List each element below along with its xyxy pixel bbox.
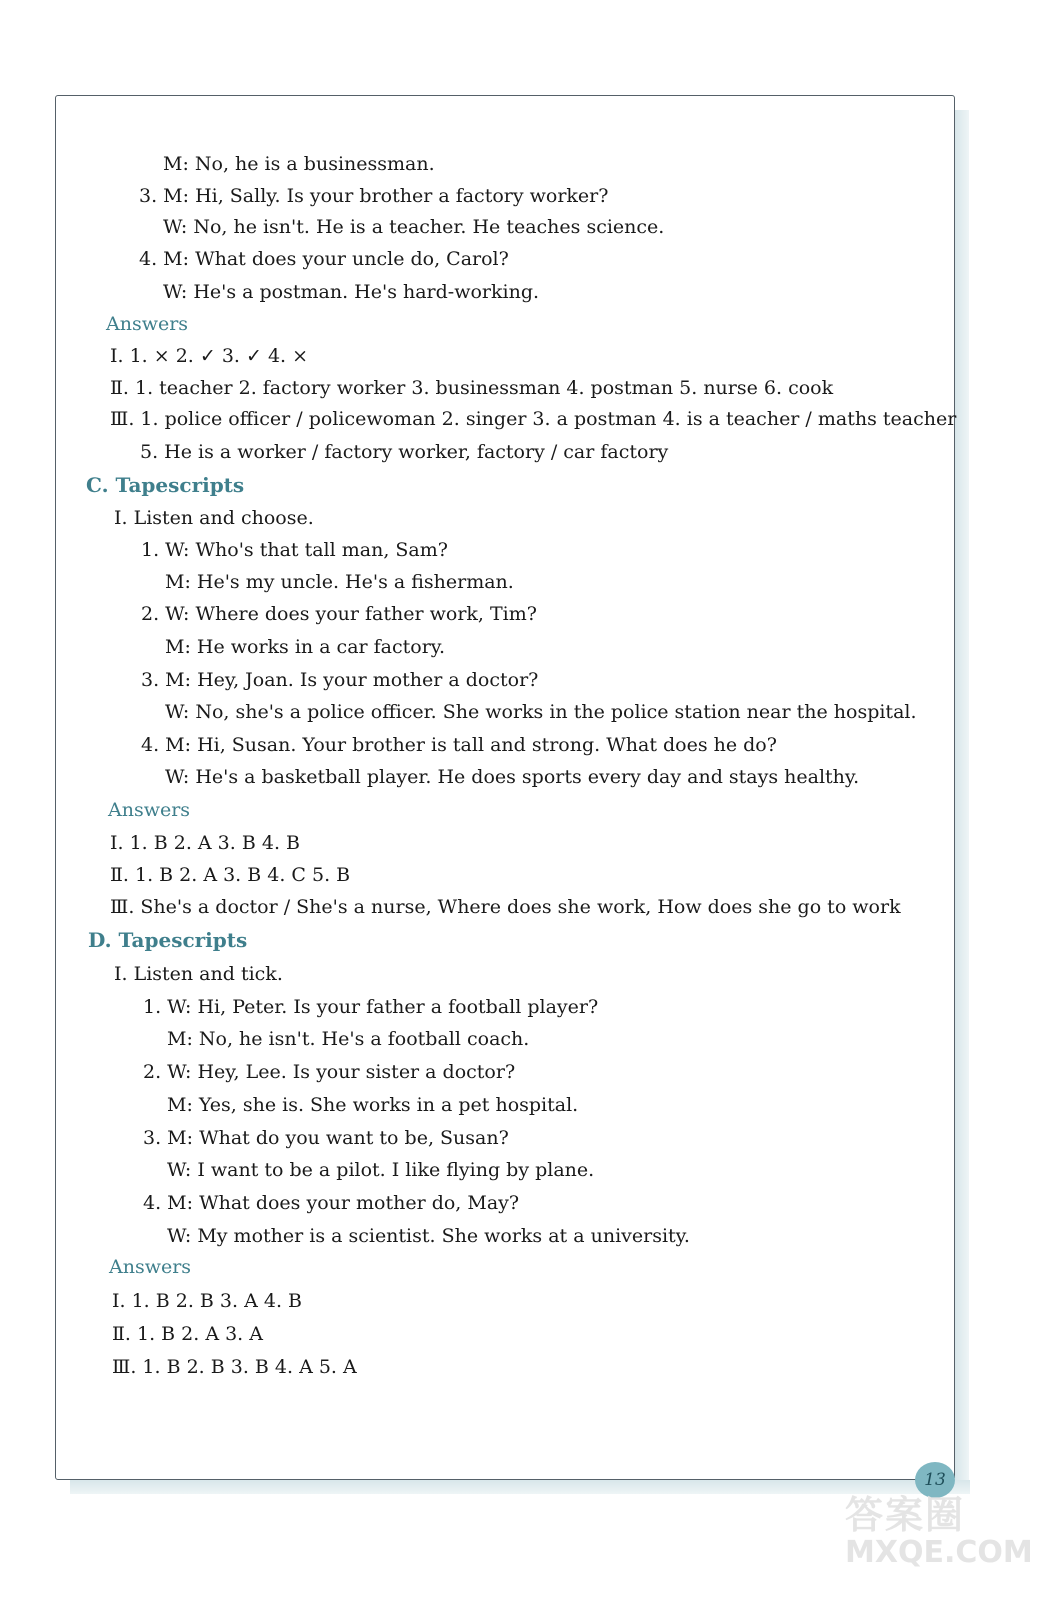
frame-shadow-right <box>955 110 969 1490</box>
answer-line: Ⅲ. 1. B 2. B 3. B 4. A 5. A <box>112 1356 357 1378</box>
answer-line: Ⅰ. 1. B 2. B 3. A 4. B <box>112 1290 302 1312</box>
answer-line: Ⅰ. 1. × 2. ✓ 3. ✓ 4. × <box>110 345 309 367</box>
watermark-logo: 答案圈 <box>845 1493 966 1537</box>
answer-line: Ⅲ. She's a doctor / She's a nurse, Where does she work, How does she go to work <box>110 896 901 918</box>
dialogue-line: M: He's my uncle. He's a fisherman. <box>165 571 514 593</box>
answer-line: Ⅲ. 1. police officer / policewoman 2. singer 3. a postman 4. is a teacher / maths teacher <box>110 408 957 430</box>
answer-line: Ⅰ. 1. B 2. A 3. B 4. B <box>110 832 300 854</box>
dialogue-line: W: My mother is a scientist. She works at a university. <box>167 1225 690 1247</box>
page-number-badge: 13 <box>915 1462 955 1498</box>
answer-line: 5. He is a worker / factory worker, factory / car factory <box>140 441 669 463</box>
dialogue-line: 2. W: Hey, Lee. Is your sister a doctor? <box>143 1061 516 1083</box>
frame-shadow-bottom <box>70 1480 970 1494</box>
dialogue-line: 2. W: Where does your father work, Tim? <box>141 603 537 625</box>
answers-heading: Answers <box>109 1256 192 1278</box>
task-heading: Ⅰ. Listen and tick. <box>114 963 283 985</box>
answer-line: Ⅱ. 1. B 2. A 3. B 4. C 5. B <box>110 864 351 886</box>
dialogue-line: W: No, he isn't. He is a teacher. He teaches science. <box>163 216 665 238</box>
dialogue-line: 1. W: Who's that tall man, Sam? <box>141 539 448 561</box>
answer-line: Ⅱ. 1. B 2. A 3. A <box>112 1323 263 1345</box>
watermark-url: MXQE.COM <box>845 1535 1033 1570</box>
dialogue-line: 3. M: Hi, Sally. Is your brother a factory worker? <box>139 185 609 207</box>
dialogue-line: M: He works in a car factory. <box>165 636 446 658</box>
section-heading-c: C. Tapescripts <box>86 473 245 497</box>
dialogue-line: 3. M: Hey, Joan. Is your mother a doctor? <box>141 669 539 691</box>
dialogue-line: 3. M: What do you want to be, Susan? <box>143 1127 509 1149</box>
dialogue-line: M: No, he isn't. He's a football coach. <box>167 1028 530 1050</box>
dialogue-line: 1. W: Hi, Peter. Is your father a football player? <box>143 996 599 1018</box>
dialogue-line: 4. M: What does your uncle do, Carol? <box>139 248 509 270</box>
dialogue-line: W: I want to be a pilot. I like flying by plane. <box>167 1159 595 1181</box>
answer-line: Ⅱ. 1. teacher 2. factory worker 3. businessman 4. postman 5. nurse 6. cook <box>110 377 834 399</box>
answers-heading: Answers <box>108 799 191 821</box>
dialogue-line: 4. M: Hi, Susan. Your brother is tall and strong. What does he do? <box>141 734 777 756</box>
dialogue-line: 4. M: What does your mother do, May? <box>143 1192 520 1214</box>
dialogue-line: W: He's a basketball player. He does sports every day and stays healthy. <box>165 766 860 788</box>
dialogue-line: W: He's a postman. He's hard-working. <box>163 281 540 303</box>
dialogue-line: M: No, he is a businessman. <box>163 153 435 175</box>
task-heading: Ⅰ. Listen and choose. <box>114 507 314 529</box>
dialogue-line: W: No, she's a police officer. She works in the police station near the hospital. <box>165 701 917 723</box>
section-heading-d: D. Tapescripts <box>88 928 248 952</box>
dialogue-line: M: Yes, she is. She works in a pet hospital. <box>167 1094 579 1116</box>
answers-heading: Answers <box>106 313 189 335</box>
